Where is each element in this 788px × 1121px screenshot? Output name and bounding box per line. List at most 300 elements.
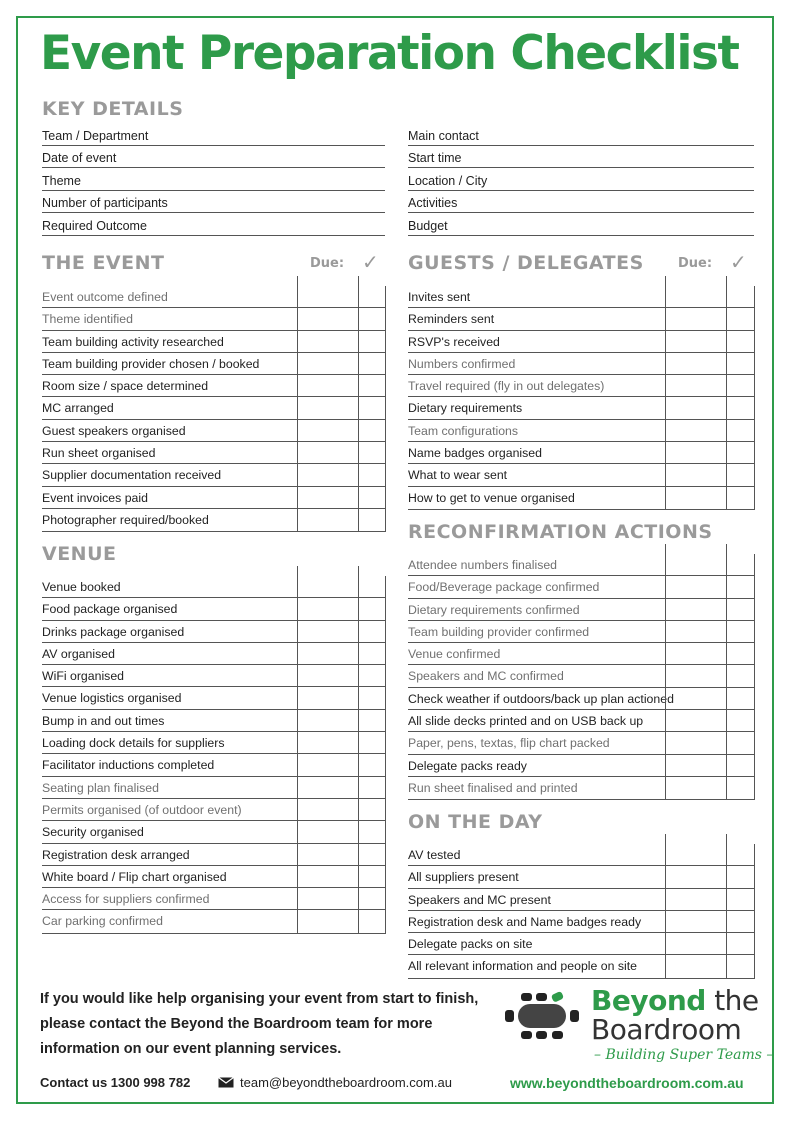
column-divider — [754, 420, 755, 442]
checklist-row — [408, 576, 754, 598]
done-checkbox-cell[interactable] — [726, 732, 754, 754]
due-date-cell[interactable] — [297, 888, 358, 910]
checklist-item-label: Run sheet organised — [42, 446, 156, 461]
due-date-cell[interactable] — [665, 643, 726, 665]
guests-heading: GUESTS / DELEGATES — [408, 252, 644, 274]
checklist-item-label: All relevant information and people on site — [408, 959, 637, 974]
due-date-cell[interactable] — [665, 420, 726, 442]
done-checkbox-cell[interactable] — [726, 397, 754, 419]
key-detail-field[interactable]: Activities — [408, 191, 754, 213]
done-checkbox-cell[interactable] — [726, 621, 754, 643]
done-checkbox-cell[interactable] — [358, 665, 385, 687]
checklist-item-label: Venue logistics organised — [42, 691, 182, 706]
checklist-item-label: RSVP's received — [408, 334, 500, 349]
checklist-item-label: Food/Beverage package confirmed — [408, 580, 600, 595]
checklist-item-label: What to wear sent — [408, 468, 508, 483]
due-date-cell[interactable] — [665, 331, 726, 353]
key-detail-field[interactable]: Start time — [408, 146, 754, 168]
due-date-cell[interactable] — [665, 955, 726, 978]
done-checkbox-cell[interactable] — [358, 487, 385, 509]
checklist-row — [408, 308, 754, 330]
done-checkbox-cell[interactable] — [726, 866, 754, 888]
done-checkbox-cell[interactable] — [726, 375, 754, 397]
checklist-item-label: Registration desk arranged — [42, 847, 190, 862]
due-date-cell[interactable] — [297, 665, 358, 687]
checklist-item-label: Access for suppliers confirmed — [42, 892, 210, 907]
column-divider — [385, 487, 386, 509]
checklist-item-label: Team building provider confirmed — [408, 624, 590, 639]
due-date-cell[interactable] — [297, 464, 358, 486]
checklist-row — [408, 554, 754, 576]
done-checkbox-cell[interactable] — [358, 888, 385, 910]
on-the-day-heading: ON THE DAY — [408, 811, 543, 833]
checklist-row — [42, 732, 385, 754]
checklist-row — [42, 687, 385, 709]
due-date-cell[interactable] — [297, 799, 358, 821]
column-divider — [754, 599, 755, 621]
checklist-row — [408, 710, 754, 732]
contact-phone: Contact us 1300 998 782 — [40, 1075, 191, 1090]
column-divider — [754, 308, 755, 330]
checklist-item-label: Team building activity researched — [42, 334, 224, 349]
due-date-cell[interactable] — [297, 375, 358, 397]
done-checkbox-cell[interactable] — [726, 933, 754, 955]
checklist-item-label: Supplier documentation received — [42, 468, 222, 483]
key-detail-field[interactable]: Theme — [42, 169, 385, 191]
due-date-cell[interactable] — [665, 576, 726, 598]
checklist-row — [408, 643, 754, 665]
column-divider — [754, 442, 755, 464]
column-divider — [385, 420, 386, 442]
due-date-cell[interactable] — [665, 621, 726, 643]
boardroom-table-icon — [504, 990, 580, 1042]
done-checkbox-cell[interactable] — [726, 889, 754, 911]
column-divider — [754, 331, 755, 353]
checklist-item-label: Venue confirmed — [408, 647, 501, 662]
checklist-item-label: AV tested — [408, 848, 461, 862]
checklist-item-label: Event outcome defined — [42, 290, 168, 304]
key-detail-field[interactable]: Date of event — [42, 146, 385, 168]
done-checkbox-cell[interactable] — [358, 710, 385, 732]
checklist-row — [408, 420, 754, 442]
column-divider — [385, 509, 386, 532]
due-date-cell[interactable] — [297, 598, 358, 620]
done-checkbox-cell[interactable] — [358, 397, 385, 419]
done-checkbox-cell[interactable] — [358, 464, 385, 486]
done-checkbox-cell[interactable] — [726, 955, 754, 978]
done-checkbox-cell[interactable] — [358, 799, 385, 821]
checklist-item-label: Drinks package organised — [42, 624, 185, 639]
due-date-cell[interactable] — [297, 710, 358, 732]
checklist-row — [408, 375, 754, 397]
checklist-row — [42, 487, 385, 509]
due-date-cell[interactable] — [297, 643, 358, 665]
key-detail-field[interactable]: Number of participants — [42, 191, 385, 213]
due-date-cell[interactable] — [665, 487, 726, 510]
venue-heading: VENUE — [42, 543, 117, 565]
column-divider — [754, 621, 755, 643]
checklist-item-label: Team configurations — [408, 423, 519, 438]
checklist-row — [408, 487, 754, 509]
checklist-item-label: Delegate packs on site — [408, 937, 533, 952]
due-date-cell[interactable] — [297, 576, 358, 598]
column-divider — [754, 710, 755, 732]
logo-wordmark-bottom: Boardroom — [591, 1013, 742, 1046]
due-date-cell[interactable] — [297, 397, 358, 419]
done-checkbox-cell[interactable] — [726, 665, 754, 687]
checklist-row — [408, 933, 754, 955]
due-date-cell[interactable] — [665, 665, 726, 687]
checklist-item-label: Car parking confirmed — [42, 914, 163, 929]
done-checkbox-cell[interactable] — [358, 910, 385, 933]
done-checkbox-cell[interactable] — [358, 442, 385, 464]
checklist-row — [408, 777, 754, 799]
checklist-item-label: Paper, pens, textas, flip chart packed — [408, 736, 610, 751]
checklist-row — [42, 866, 385, 888]
checklist-row — [42, 442, 385, 464]
done-checkbox-cell[interactable] — [726, 420, 754, 442]
due-date-cell[interactable] — [665, 844, 726, 866]
due-date-cell[interactable] — [297, 866, 358, 888]
due-date-cell[interactable] — [665, 599, 726, 621]
checklist-row — [408, 755, 754, 777]
column-divider — [754, 554, 755, 576]
checklist-row — [42, 286, 385, 308]
column-divider — [385, 665, 386, 687]
checklist-item-label: Run sheet finalised and printed — [408, 780, 578, 795]
done-checkbox-cell[interactable] — [358, 375, 385, 397]
done-checkbox-cell[interactable] — [358, 754, 385, 776]
checklist-item-label: Delegate packs ready — [408, 758, 527, 773]
checklist-item-label: Reminders sent — [408, 312, 495, 327]
column-divider — [385, 643, 386, 665]
checklist-item-label: Team building provider chosen / booked — [42, 356, 260, 371]
column-divider — [385, 732, 386, 754]
checklist-item-label: Numbers confirmed — [408, 356, 516, 371]
column-divider — [754, 889, 755, 911]
the-event-heading: THE EVENT — [42, 252, 165, 274]
column-divider — [385, 464, 386, 486]
due-date-cell[interactable] — [665, 286, 726, 308]
done-checkbox-cell[interactable] — [726, 599, 754, 621]
checklist-item-label: Speakers and MC present — [408, 892, 551, 907]
checklist-item-label: Invites sent — [408, 290, 471, 304]
done-checkbox-cell[interactable] — [358, 353, 385, 375]
done-checkbox-cell[interactable] — [726, 576, 754, 598]
done-checkbox-cell[interactable] — [358, 308, 385, 330]
column-divider — [385, 687, 386, 709]
key-detail-field[interactable]: Main contact — [408, 124, 754, 146]
checklist-item-label: WiFi organised — [42, 669, 125, 684]
due-date-cell[interactable] — [297, 353, 358, 375]
key-detail-field[interactable]: Team / Department — [42, 124, 385, 146]
checklist-row — [42, 598, 385, 620]
checklist-row — [42, 710, 385, 732]
checklist-item-label: Permits organised (of outdoor event) — [42, 802, 242, 817]
due-label: Due: — [310, 256, 345, 271]
reconfirmation-table — [408, 544, 754, 800]
checklist-row — [408, 353, 754, 375]
done-checkbox-cell[interactable] — [358, 576, 385, 598]
website-link[interactable]: www.beyondtheboardroom.com.au — [510, 1075, 744, 1091]
due-date-cell[interactable] — [297, 732, 358, 754]
checklist-item-label: Name badges organised — [408, 446, 542, 461]
done-checkbox-cell[interactable] — [726, 554, 754, 576]
due-date-cell[interactable] — [297, 331, 358, 353]
key-detail-field[interactable]: Required Outcome — [42, 214, 385, 236]
column-divider — [385, 866, 386, 888]
checklist-item-label: Travel required (fly in out delegates) — [408, 379, 605, 394]
checklist-item-label: Dietary requirements confirmed — [408, 602, 580, 617]
due-date-cell[interactable] — [665, 933, 726, 955]
column-divider — [385, 353, 386, 375]
due-date-cell[interactable] — [665, 464, 726, 486]
due-date-cell[interactable] — [665, 308, 726, 330]
column-divider — [385, 621, 386, 643]
checklist-item-label: All suppliers present — [408, 870, 519, 885]
due-date-cell[interactable] — [297, 621, 358, 643]
done-checkbox-cell[interactable] — [726, 286, 754, 308]
column-divider — [754, 487, 755, 510]
due-date-cell[interactable] — [665, 911, 726, 933]
due-date-cell[interactable] — [297, 420, 358, 442]
checklist-item-label: Bump in and out times — [42, 713, 165, 728]
table-head — [408, 276, 754, 286]
done-checkbox-cell[interactable] — [358, 732, 385, 754]
column-divider — [385, 844, 386, 866]
done-checkbox-cell[interactable] — [726, 442, 754, 464]
due-date-cell[interactable] — [665, 688, 726, 710]
checklist-row — [42, 308, 385, 330]
column-divider — [385, 331, 386, 353]
due-date-cell[interactable] — [297, 687, 358, 709]
table-head — [408, 544, 754, 554]
mail-icon — [218, 1077, 234, 1088]
checklist-row — [408, 688, 754, 710]
key-detail-field[interactable]: Location / City — [408, 169, 754, 191]
done-checkbox-cell[interactable] — [726, 710, 754, 732]
footer-message: If you would like help organising your event from start to finish, please contact the Beyond the Boardroom team for more information on our event planning services. — [40, 991, 479, 1057]
checklist-item-label: Check weather if outdoors/back up plan actioned — [408, 691, 674, 706]
done-checkbox-cell[interactable] — [358, 777, 385, 799]
column-divider — [385, 888, 386, 910]
table-head — [408, 834, 754, 844]
done-checkbox-cell[interactable] — [358, 286, 385, 308]
done-checkbox-cell[interactable] — [726, 487, 754, 510]
column-divider — [754, 911, 755, 933]
due-date-cell[interactable] — [665, 397, 726, 419]
column-divider — [385, 799, 386, 821]
logo-tagline: – Building Super Teams – — [594, 1047, 774, 1063]
due-date-cell[interactable] — [297, 286, 358, 308]
checklist-item-label: Food package organised — [42, 602, 178, 617]
column-divider — [385, 308, 386, 330]
due-date-cell[interactable] — [665, 554, 726, 576]
checklist-item-label: Security organised — [42, 825, 144, 840]
due-date-cell[interactable] — [665, 755, 726, 777]
checklist-row — [42, 643, 385, 665]
done-checkbox-cell[interactable] — [358, 866, 385, 888]
done-checkbox-cell[interactable] — [726, 331, 754, 353]
the-event-table — [42, 276, 385, 532]
checklist-row — [408, 665, 754, 687]
table-head — [42, 276, 385, 286]
column-divider — [385, 821, 386, 843]
checklist-row — [42, 331, 385, 353]
checklist-row — [42, 910, 385, 932]
due-date-cell[interactable] — [297, 844, 358, 866]
due-date-cell[interactable] — [297, 308, 358, 330]
column-divider — [385, 777, 386, 799]
done-checkbox-cell[interactable] — [726, 688, 754, 710]
done-checkbox-cell[interactable] — [358, 621, 385, 643]
checklist-item-label: Registration desk and Name badges ready — [408, 914, 642, 929]
checklist-item-label: Loading dock details for suppliers — [42, 736, 225, 751]
checklist-item-label: Attendee numbers finalised — [408, 558, 558, 572]
checklist-item-label: Theme identified — [42, 312, 133, 327]
checklist-row — [42, 844, 385, 866]
column-divider — [754, 777, 755, 800]
column-divider — [754, 576, 755, 598]
checklist-item-label: How to get to venue organised — [408, 490, 575, 505]
checklist-item-label: Facilitator inductions completed — [42, 758, 215, 773]
done-checkbox-cell[interactable] — [358, 643, 385, 665]
key-details-heading: KEY DETAILS — [42, 98, 184, 120]
column-divider — [385, 576, 386, 598]
column-divider — [385, 910, 386, 933]
due-date-cell[interactable] — [297, 777, 358, 799]
checklist-row — [408, 599, 754, 621]
checklist-row — [42, 777, 385, 799]
due-date-cell[interactable] — [297, 821, 358, 843]
done-checkbox-cell[interactable] — [358, 598, 385, 620]
column-divider — [385, 397, 386, 419]
reconfirmation-heading: RECONFIRMATION ACTIONS — [408, 521, 713, 543]
checklist-row — [408, 955, 754, 977]
column-divider — [754, 375, 755, 397]
checklist-row — [42, 375, 385, 397]
checklist-item-label: All slide decks printed and on USB back up — [408, 714, 644, 729]
due-date-cell[interactable] — [665, 353, 726, 375]
checklist-row — [408, 889, 754, 911]
column-divider — [754, 732, 755, 754]
column-divider — [385, 754, 386, 776]
checklist-item-label: Room size / space determined — [42, 379, 209, 394]
checklist-row — [42, 576, 385, 598]
done-checkbox-cell[interactable] — [726, 777, 754, 800]
done-checkbox-cell[interactable] — [726, 844, 754, 866]
done-checkbox-cell[interactable] — [358, 687, 385, 709]
on-the-day-table — [408, 834, 754, 979]
column-divider — [385, 375, 386, 397]
column-divider — [385, 710, 386, 732]
due-date-cell[interactable] — [297, 487, 358, 509]
key-detail-field[interactable]: Budget — [408, 214, 754, 236]
column-divider — [754, 844, 755, 866]
checklist-item-label: MC arranged — [42, 401, 114, 416]
column-divider — [754, 665, 755, 687]
checklist-item-label: Seating plan finalised — [42, 780, 159, 795]
due-date-cell[interactable] — [297, 442, 358, 464]
due-date-cell[interactable] — [665, 710, 726, 732]
done-checkbox-cell[interactable] — [726, 353, 754, 375]
column-divider — [754, 464, 755, 486]
column-divider — [385, 598, 386, 620]
checklist-row — [42, 621, 385, 643]
done-checkbox-cell[interactable] — [726, 643, 754, 665]
due-date-cell[interactable] — [297, 910, 358, 933]
checklist-row — [42, 509, 385, 531]
checklist-row — [408, 464, 754, 486]
done-checkbox-cell[interactable] — [358, 420, 385, 442]
checklist-item-label: Photographer required/booked — [42, 512, 209, 527]
checklist-row — [408, 397, 754, 419]
due-date-cell[interactable] — [665, 889, 726, 911]
checklist-row — [408, 844, 754, 866]
checklist-item-label: Speakers and MC confirmed — [408, 669, 564, 684]
column-divider — [754, 933, 755, 955]
due-date-cell[interactable] — [297, 509, 358, 532]
due-date-cell[interactable] — [297, 754, 358, 776]
column-divider — [754, 643, 755, 665]
due-date-cell[interactable] — [665, 442, 726, 464]
done-checkbox-cell[interactable] — [358, 844, 385, 866]
checklist-row — [42, 799, 385, 821]
done-checkbox-cell[interactable] — [726, 464, 754, 486]
logo-wordmark-top: Beyond the — [591, 984, 759, 1017]
column-divider — [385, 442, 386, 464]
checklist-row — [42, 821, 385, 843]
checklist-row — [408, 331, 754, 353]
check-column-icon: ✓ — [362, 250, 379, 274]
done-checkbox-cell[interactable] — [358, 821, 385, 843]
done-checkbox-cell[interactable] — [726, 308, 754, 330]
checklist-row — [408, 911, 754, 933]
checklist-row — [42, 888, 385, 910]
due-date-cell[interactable] — [665, 732, 726, 754]
done-checkbox-cell[interactable] — [726, 911, 754, 933]
checklist-row — [42, 464, 385, 486]
table-head — [42, 566, 385, 576]
column-divider — [754, 955, 755, 978]
checklist-row — [42, 353, 385, 375]
checklist-row — [42, 665, 385, 687]
guests-table — [408, 276, 754, 510]
column-divider — [754, 755, 755, 777]
checklist-row — [408, 286, 754, 308]
due-label: Due: — [678, 256, 713, 271]
checklist-item-label: White board / Flip chart organised — [42, 869, 227, 884]
column-divider — [754, 866, 755, 888]
done-checkbox-cell[interactable] — [358, 331, 385, 353]
checklist-row — [408, 621, 754, 643]
contact-email[interactable]: team@beyondtheboardroom.com.au — [240, 1075, 452, 1090]
done-checkbox-cell[interactable] — [726, 755, 754, 777]
checklist-row — [408, 442, 754, 464]
checklist-item-label: Dietary requirements — [408, 401, 523, 416]
due-date-cell[interactable] — [665, 375, 726, 397]
column-divider — [385, 286, 386, 308]
done-checkbox-cell[interactable] — [358, 509, 385, 532]
due-date-cell[interactable] — [665, 777, 726, 800]
page-title: Event Preparation Checklist — [40, 26, 739, 81]
checklist-row — [42, 397, 385, 419]
due-date-cell[interactable] — [665, 866, 726, 888]
checklist-item-label: Guest speakers organised — [42, 423, 186, 438]
check-column-icon: ✓ — [730, 250, 747, 274]
checklist-row — [408, 732, 754, 754]
column-divider — [754, 286, 755, 308]
